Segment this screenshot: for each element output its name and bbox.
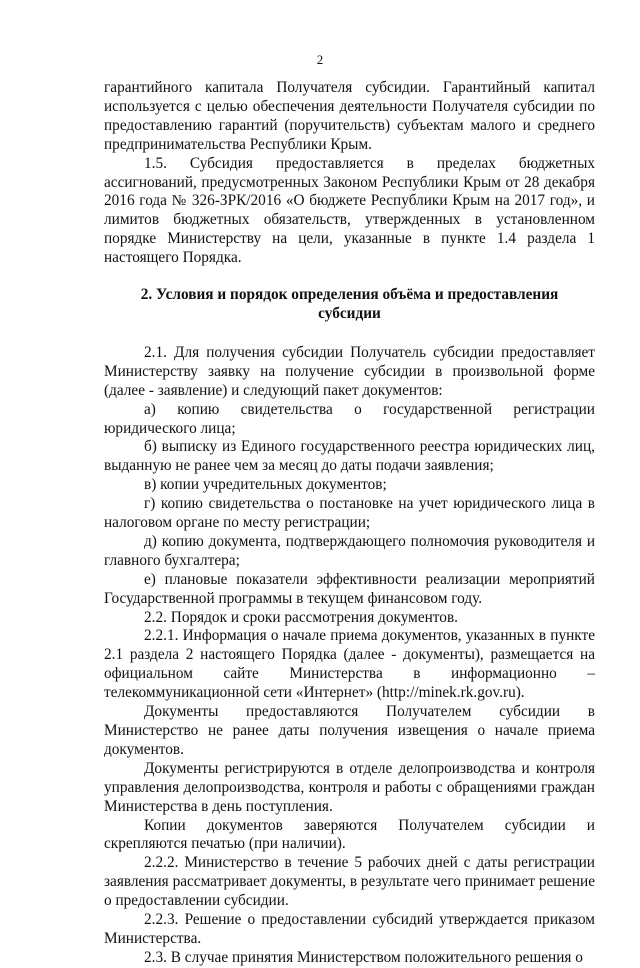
paragraph: 2.2.3. Решение о предоставлении субсидий утверждается приказом Министерства. (104, 911, 595, 947)
paragraph: 2.1. Для получения субсидии Получатель субсидии предоставляет Министерству заявку на получение субсидии в произвольной форме (далее - заявление) и следующий пакет документов: (104, 343, 595, 399)
list-item: д) копию документа, подтверждающего полномочия руководителя и главного бухгалтера; (104, 532, 595, 569)
paragraph: 1.5. Субсидия предоставляется в пределах бюджетных ассигнований, предусмотренных Законом Республики Крым от 28 декабря 2016 года № 326-ЗРК/2016 «О бюджете Республики Крым на 2017 год», и лимитов бюджетных обязательств, утвержденных в установленном порядке Министерству на цели, указанные в пункте 1.4 раздела 1 настоящего Порядка. (104, 154, 595, 267)
section-heading-line: 2. Условия и порядок определения объёма и предоставления (140, 286, 559, 304)
list-item: б) выписку из Единого государственного реестра юридических лиц, выданную не ранее чем за месяц до даты подачи заявления; (104, 438, 595, 475)
page-number: 2 (316, 52, 324, 67)
paragraph: Копии документов заверяются Получателем субсидии и скрепляются печатью (при наличии). (104, 816, 595, 853)
list-item: а) копию свидетельства о государственной регистрации юридического лица; (104, 400, 595, 437)
list-item: в) копии учредительных документов; (144, 476, 387, 494)
section-heading (104, 286, 595, 324)
paragraph: 2.3. В случае принятия Министерством положительного решения о (144, 948, 583, 966)
list-item: е) плановые показатели эффективности реализации мероприятий Государственной программы в текущем финансовом году. (104, 570, 595, 607)
paragraph: 2.2.1. Информация о начале приема документов, указанных в пункте 2.1 раздела 2 настоящего Порядка (далее - документы), размещается на официальном сайте Министерства в информационно – телекоммуникационной сети «Интернет» (http://minek.rk.gov.ru). (104, 627, 595, 702)
paragraph: Документы предоставляются Получателем субсидии в Министерство не ранее даты получения извещения о начале приема документов. (104, 703, 595, 758)
paragraph: 2.2. Порядок и сроки рассмотрения документов. (144, 608, 458, 626)
paragraph: Документы регистрируются в отделе делопроизводства и контроля управления делопроизводства, контроля и работы с обращениями граждан Министерства в день поступления. (104, 759, 595, 815)
list-item: г) копию свидетельства о постановке на учет юридического лица в налоговом органе по месту регистрации; (104, 495, 595, 532)
paragraph: 2.2.2. Министерство в течение 5 рабочих дней с даты регистрации заявления рассматривает документы, в результате чего принимает решение о предоставлении субсидии. (104, 854, 595, 910)
paragraph: гарантийного капитала Получателя субсидии. Гарантийный капитал используется с целью обеспечения деятельности Получателя субсидии по предоставлению гарантий (поручительств) субъектам малого и среднего предпринимательства Республики Крым. (104, 79, 595, 153)
document-body (104, 79, 595, 968)
section-heading-line: субсидии (318, 304, 381, 322)
